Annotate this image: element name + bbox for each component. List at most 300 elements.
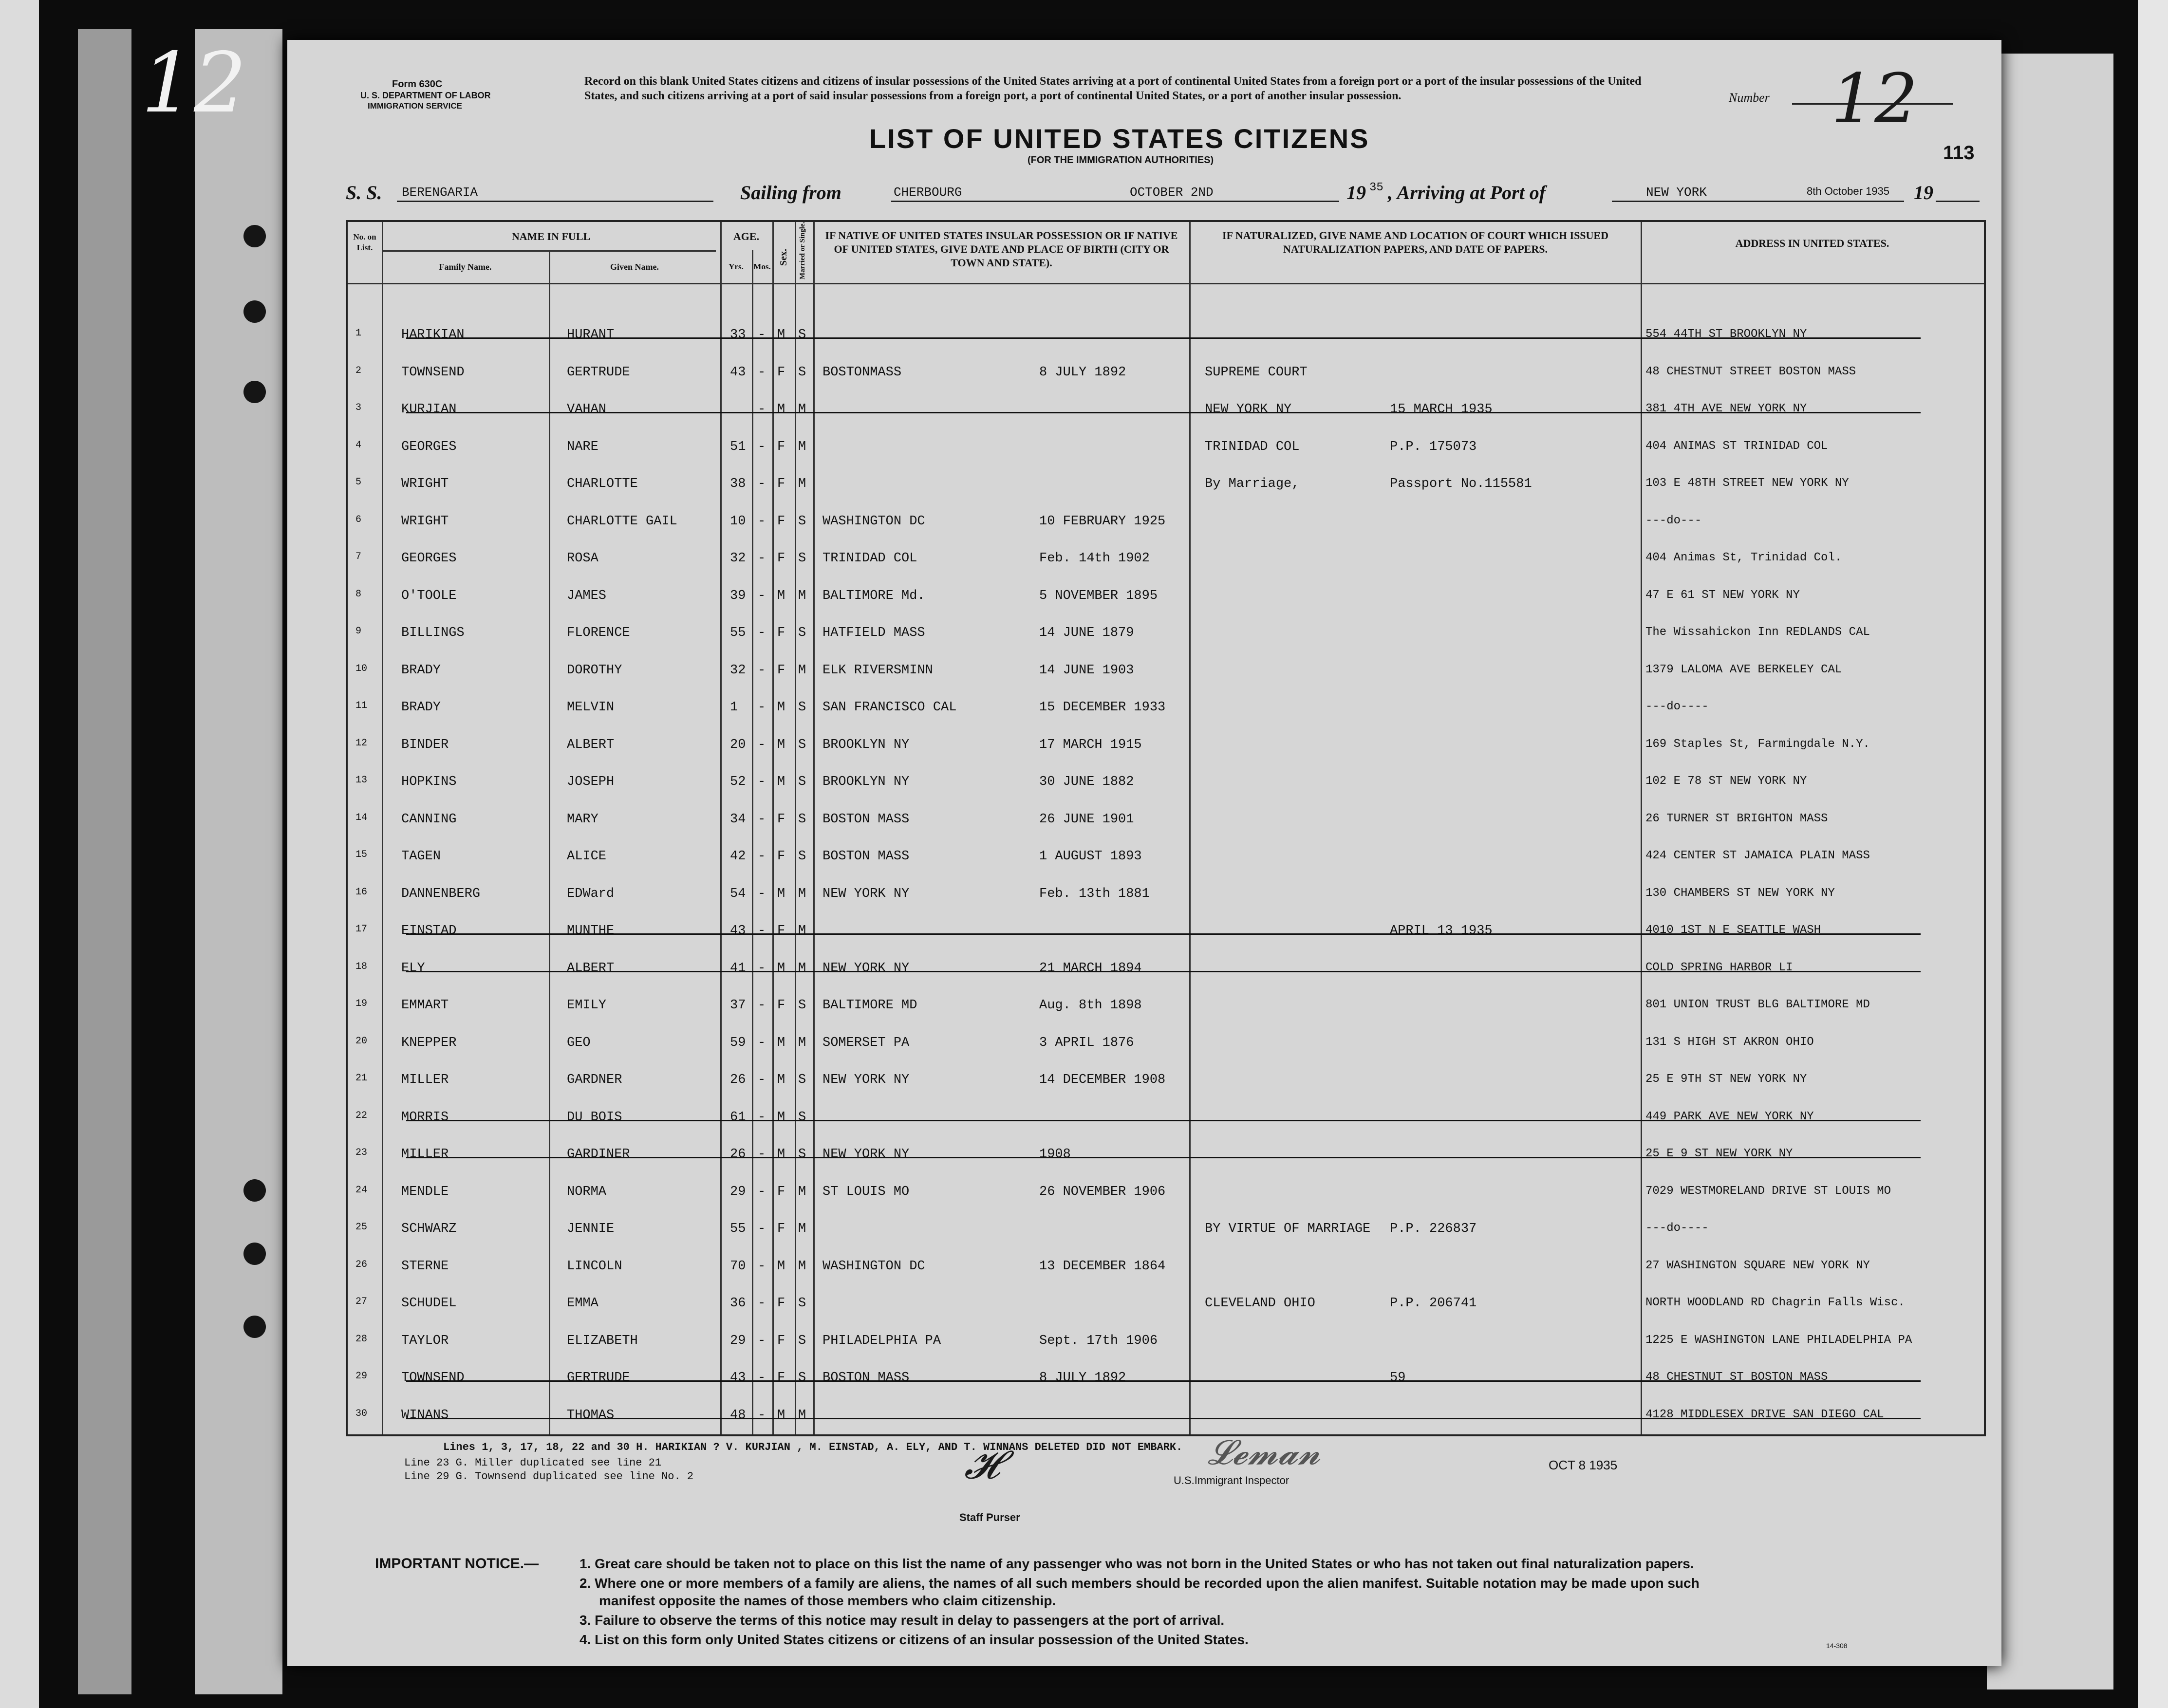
cell-birth-place: ELK RIVERSMINN xyxy=(822,663,933,678)
cell-birth-date: 13 DECEMBER 1864 xyxy=(1039,1259,1166,1274)
cell-sex: M xyxy=(777,700,785,715)
cell-age: 34 xyxy=(730,812,746,827)
binder-hole xyxy=(243,1179,266,1202)
instructions-text: Record on this blank United States citizens and citizens of insular possessions of the United States arriving at a port of continental United States from a foreign port or a port of the insular possessions of the United States, and such citizens arriving at a port of said insular possessions from a foreign port, a port of continental United States, or a port of another insular possession. xyxy=(584,75,1642,102)
cell-no: 8 xyxy=(355,588,362,600)
cell-given: NORMA xyxy=(567,1184,607,1199)
cell-birth-date: 15 DECEMBER 1933 xyxy=(1039,700,1166,715)
cell-address: 7029 WESTMORELAND DRIVE ST LOUIS MO xyxy=(1645,1184,1891,1198)
cell-given: MELVIN xyxy=(567,700,615,715)
cell-address: 27 WASHINGTON SQUARE NEW YORK NY xyxy=(1645,1259,1870,1272)
handwritten-corner-number: 12 xyxy=(141,35,247,131)
cell-address: NORTH WOODLAND RD Chagrin Falls Wisc. xyxy=(1645,1296,1905,1309)
number-value: 12 xyxy=(1831,59,1918,139)
col-given: Given Name. xyxy=(610,262,659,272)
table-row xyxy=(348,1397,1984,1435)
cell-ms: S xyxy=(798,812,806,827)
cell-mos: - xyxy=(758,998,766,1013)
cell-address: 25 E 9TH ST NEW YORK NY xyxy=(1645,1073,1807,1086)
cell-age: 55 xyxy=(730,626,746,640)
cell-address: 424 CENTER ST JAMAICA PLAIN MASS xyxy=(1645,849,1870,862)
notice-heading: IMPORTANT NOTICE.— xyxy=(375,1556,539,1572)
form-code: 14-308 xyxy=(1826,1642,1848,1650)
cell-given: MARY xyxy=(567,812,598,827)
cell-family: HOPKINS xyxy=(401,775,457,789)
cell-address: 1379 LALOMA AVE BERKELEY CAL xyxy=(1645,663,1842,676)
cell-birth-date: 8 JULY 1892 xyxy=(1039,1371,1126,1385)
year2-underline xyxy=(1936,201,1980,202)
notice-item-2: 2. Where one or more members of a family are aliens, the names of all such members should be recorded upon the alien manifest. Suitable notation may be made upon such xyxy=(579,1576,1700,1591)
table-row xyxy=(348,1360,1984,1397)
cell-age: 36 xyxy=(730,1296,746,1311)
cell-family: MILLER xyxy=(401,1073,449,1087)
duplicate-note-2: Line 29 G. Townsend duplicated see line No. 2 xyxy=(404,1470,694,1483)
cell-no: 9 xyxy=(355,626,362,637)
cell-no: 7 xyxy=(355,551,362,562)
cell-ms: M xyxy=(798,924,806,938)
cell-age: 59 xyxy=(730,1035,746,1050)
cell-ms: S xyxy=(798,775,806,789)
cell-mos: - xyxy=(758,1222,766,1236)
cell-family: TOWNSEND xyxy=(401,365,465,380)
left-page-edge xyxy=(0,0,39,1708)
cell-mos: - xyxy=(758,1073,766,1087)
inspector-signature: 𝓛𝓮𝓶𝓪𝓷 xyxy=(1208,1432,1321,1472)
table-row xyxy=(348,876,1984,913)
cell-no: 20 xyxy=(355,1035,368,1047)
cell-nat-date: 15 MARCH 1935 xyxy=(1390,402,1493,417)
notice-item-4: 4. List on this form only United States citizens or citizens of an insular possession of the United States. xyxy=(579,1632,1249,1647)
page-title: LIST OF UNITED STATES CITIZENS xyxy=(869,123,1370,154)
port-from: CHERBOURG xyxy=(894,185,962,200)
binder-hole xyxy=(243,1316,266,1338)
cell-address: 48 CHESTNUT STREET BOSTON MASS xyxy=(1645,365,1856,378)
cell-mos: - xyxy=(758,775,766,789)
cell-birth-date: Aug. 8th 1898 xyxy=(1039,998,1142,1013)
cell-ms: S xyxy=(798,849,806,864)
cell-family: BILLINGS xyxy=(401,626,465,640)
port-to: NEW YORK xyxy=(1646,185,1707,200)
cell-sex: M xyxy=(777,1110,785,1125)
cell-sex: F xyxy=(777,1333,785,1348)
table-row xyxy=(348,1211,1984,1248)
cell-no: 28 xyxy=(355,1333,368,1345)
cell-age: 39 xyxy=(730,588,746,603)
cell-birth-place: PHILADELPHIA PA xyxy=(822,1333,941,1348)
cell-age: 41 xyxy=(730,961,746,976)
cell-mos: - xyxy=(758,626,766,640)
cell-family: STERNE xyxy=(401,1259,449,1274)
cell-given: THOMAS xyxy=(567,1408,615,1423)
cell-family: EMMART xyxy=(401,998,449,1013)
header-subdivider xyxy=(382,250,716,252)
cell-address: The Wissahickon Inn REDLANDS CAL xyxy=(1645,626,1870,639)
cell-birth-place: NEW YORK NY xyxy=(822,1073,910,1087)
year2-prefix: 19 xyxy=(1914,182,1933,204)
cell-family: WRIGHT xyxy=(401,477,449,491)
cell-ms: S xyxy=(798,1371,806,1385)
col-no: No. on List. xyxy=(353,232,376,252)
col-mos: Mos. xyxy=(753,262,771,271)
cell-age: 32 xyxy=(730,663,746,678)
cell-family: SCHWARZ xyxy=(401,1222,457,1236)
cell-age: 29 xyxy=(730,1333,746,1348)
cell-family: CANNING xyxy=(401,812,457,827)
cell-ms: M xyxy=(798,588,806,603)
page-subtitle: (FOR THE IMMIGRATION AUTHORITIES) xyxy=(1028,155,1214,166)
cell-address: 169 Staples St, Farmingdale N.Y. xyxy=(1645,737,1870,751)
cell-birth-place: BOSTON MASS xyxy=(822,812,910,827)
cell-family: DANNENBERG xyxy=(401,886,481,901)
cell-mos: - xyxy=(758,328,766,342)
cell-nat-date: P.P. 175073 xyxy=(1390,439,1477,454)
table-row xyxy=(348,391,1984,429)
cell-sex: M xyxy=(777,775,785,789)
manifest-table xyxy=(346,220,1986,1436)
sailing-from-label: Sailing from xyxy=(740,182,841,204)
cell-given: GERTRUDE xyxy=(567,365,630,380)
cell-ms: M xyxy=(798,663,806,678)
sailing-date: OCTOBER 2ND xyxy=(1130,185,1214,200)
cell-ms: M xyxy=(798,886,806,901)
cell-sex: F xyxy=(777,1371,785,1385)
cell-family: TAYLOR xyxy=(401,1333,449,1348)
cell-address: 48 CHESTNUT ST BOSTON MASS xyxy=(1645,1371,1828,1384)
col-name-group: NAME IN FULL xyxy=(511,230,591,242)
cell-sex: M xyxy=(777,1073,785,1087)
cell-address: 25 E 9 ST NEW YORK NY xyxy=(1645,1147,1793,1160)
table-row xyxy=(348,429,1984,466)
cell-mos: - xyxy=(758,402,766,417)
cell-birth-place: BOSTONMASS xyxy=(822,365,902,380)
cell-age: 42 xyxy=(730,849,746,864)
cell-nat-date: Passport No.115581 xyxy=(1390,477,1532,491)
cell-family: MILLER xyxy=(401,1147,449,1162)
cell-birth-place: BOSTON MASS xyxy=(822,849,910,864)
cell-mos: - xyxy=(758,439,766,454)
table-row xyxy=(348,1025,1984,1062)
cell-address: ---do---- xyxy=(1645,1222,1709,1235)
cell-no: 19 xyxy=(355,998,368,1009)
cell-birth-date: Sept. 17th 1906 xyxy=(1039,1333,1158,1348)
cell-mos: - xyxy=(758,1184,766,1199)
table-row xyxy=(348,801,1984,839)
cell-birth-date: 1908 xyxy=(1039,1147,1071,1162)
cell-given: JAMES xyxy=(567,588,607,603)
cell-no: 2 xyxy=(355,365,362,376)
col-address: ADDRESS IN UNITED STATES. xyxy=(1735,237,1889,249)
cell-mos: - xyxy=(758,551,766,566)
year-prefix: 19 xyxy=(1346,182,1366,204)
cell-birth-date: 3 APRIL 1876 xyxy=(1039,1035,1134,1050)
cell-family: TAGEN xyxy=(401,849,441,864)
cell-sex: F xyxy=(777,849,785,864)
table-row xyxy=(348,838,1984,876)
cell-age: 1 xyxy=(730,700,738,715)
cell-mos: - xyxy=(758,812,766,827)
arriving-label: , Arriving at Port of xyxy=(1388,182,1546,204)
cell-nat: By Marriage, xyxy=(1205,477,1300,491)
right-page-edge xyxy=(1987,54,2113,1689)
cell-ms: S xyxy=(798,1296,806,1311)
number-label: Number xyxy=(1729,91,1770,105)
cell-mos: - xyxy=(758,1408,766,1423)
cell-mos: - xyxy=(758,1371,766,1385)
cell-no: 14 xyxy=(355,812,368,823)
cell-address: 130 CHAMBERS ST NEW YORK NY xyxy=(1645,886,1835,900)
cell-no: 29 xyxy=(355,1371,368,1382)
cell-given: NARE xyxy=(567,439,598,454)
cell-family: GEORGES xyxy=(401,551,457,566)
cell-family: BINDER xyxy=(401,737,449,752)
cell-birth-place: SOMERSET PA xyxy=(822,1035,910,1050)
cell-mos: - xyxy=(758,663,766,678)
cell-birth-date: 1 AUGUST 1893 xyxy=(1039,849,1142,864)
cell-given: HURANT xyxy=(567,328,615,342)
department: U. S. DEPARTMENT OF LABOR xyxy=(360,91,491,100)
cell-birth-place: WASHINGTON DC xyxy=(822,1259,925,1274)
table-row xyxy=(348,466,1984,503)
cell-birth-place: ST LOUIS MO xyxy=(822,1184,910,1199)
cell-sex: F xyxy=(777,1184,785,1199)
col-sex: Sex. xyxy=(778,249,789,266)
cell-birth-place: SAN FRANCISCO CAL xyxy=(822,700,957,715)
cell-given: ALICE xyxy=(567,849,607,864)
cell-given: FLORENCE xyxy=(567,626,630,640)
cell-mos: - xyxy=(758,1035,766,1050)
table-row xyxy=(348,727,1984,764)
cell-ms: M xyxy=(798,1408,806,1423)
cell-mos: - xyxy=(758,588,766,603)
cell-ms: S xyxy=(798,998,806,1013)
cell-no: 25 xyxy=(355,1222,368,1233)
ss-label: S. S. xyxy=(346,182,382,204)
cell-sex: M xyxy=(777,1259,785,1274)
cell-address: 103 E 48TH STREET NEW YORK NY xyxy=(1645,477,1849,490)
cell-no: 11 xyxy=(355,700,368,711)
cell-given: EMILY xyxy=(567,998,607,1013)
cell-age: 26 xyxy=(730,1073,746,1087)
binder-hole xyxy=(243,381,266,403)
header-divider xyxy=(348,283,1984,284)
duplicate-note-1: Line 23 G. Miller duplicated see line 21 xyxy=(404,1457,662,1469)
cell-address: 1225 E WASHINGTON LANE PHILADELPHIA PA xyxy=(1645,1333,1912,1347)
cell-address: COLD SPRING HARBOR LI xyxy=(1645,961,1793,974)
purser-label: Staff Purser xyxy=(959,1511,1020,1523)
cell-no: 24 xyxy=(355,1184,368,1196)
table-row xyxy=(348,950,1984,988)
cell-age: 43 xyxy=(730,365,746,380)
cell-age: 37 xyxy=(730,998,746,1013)
cell-ms: M xyxy=(798,1035,806,1050)
cell-family: EINSTAD xyxy=(401,924,457,938)
cell-address: 801 UNION TRUST BLG BALTIMORE MD xyxy=(1645,998,1870,1011)
cell-no: 27 xyxy=(355,1296,368,1307)
cell-no: 12 xyxy=(355,737,368,749)
cell-no: 3 xyxy=(355,402,362,413)
cell-ms: S xyxy=(798,737,806,752)
cell-nat: BY VIRTUE OF MARRIAGE xyxy=(1205,1222,1371,1236)
table-row xyxy=(348,354,1984,392)
page-number: 113 xyxy=(1943,142,1975,164)
arrival-date: 8th October 1935 xyxy=(1807,185,1890,197)
cell-ms: M xyxy=(798,477,806,491)
cell-birth-place: NEW YORK NY xyxy=(822,1147,910,1162)
cell-sex: F xyxy=(777,439,785,454)
table-row xyxy=(348,1248,1984,1286)
table-row xyxy=(348,540,1984,578)
cell-nat: NEW YORK NY xyxy=(1205,402,1292,417)
cell-given: ALBERT xyxy=(567,961,615,976)
cell-birth-date: 26 NOVEMBER 1906 xyxy=(1039,1184,1166,1199)
cell-given: CHARLOTTE xyxy=(567,477,638,491)
cell-birth-date: 30 JUNE 1882 xyxy=(1039,775,1134,789)
binder-hole xyxy=(243,1243,266,1265)
cell-age: 51 xyxy=(730,439,746,454)
cell-birth-date: 21 MARCH 1894 xyxy=(1039,961,1142,976)
table-row xyxy=(348,689,1984,727)
binder-hole xyxy=(243,300,266,323)
cell-birth-date: 5 NOVEMBER 1895 xyxy=(1039,588,1158,603)
cell-ms: S xyxy=(798,328,806,342)
cell-no: 30 xyxy=(355,1408,368,1419)
cell-age: 20 xyxy=(730,737,746,752)
cell-age: 38 xyxy=(730,477,746,491)
stamp-date: OCT 8 1935 xyxy=(1549,1458,1618,1472)
cell-family: KURJIAN xyxy=(401,402,457,417)
table-row xyxy=(348,764,1984,801)
cell-birth-place: HATFIELD MASS xyxy=(822,626,925,640)
cell-birth-place: TRINIDAD COL xyxy=(822,551,917,566)
cell-ms: S xyxy=(798,1110,806,1125)
inspector-label: U.S.Immigrant Inspector xyxy=(1174,1474,1290,1486)
cell-nat-date: APRIL 13 1935 xyxy=(1390,924,1493,938)
cell-age: 43 xyxy=(730,924,746,938)
manifest-page xyxy=(141,35,2001,1666)
cell-family: HARIKIAN xyxy=(401,328,465,342)
cell-ms: S xyxy=(798,700,806,715)
cell-ms: S xyxy=(798,626,806,640)
table-row xyxy=(348,913,1984,950)
cell-age: 70 xyxy=(730,1259,746,1274)
cell-ms: M xyxy=(798,1222,806,1236)
cell-sex: F xyxy=(777,924,785,938)
cell-no: 26 xyxy=(355,1259,368,1270)
cell-family: MORRIS xyxy=(401,1110,449,1125)
cell-mos: - xyxy=(758,477,766,491)
cell-sex: M xyxy=(777,1408,785,1423)
cell-no: 15 xyxy=(355,849,368,860)
cell-sex: M xyxy=(777,328,785,342)
cell-nat: CLEVELAND OHIO xyxy=(1205,1296,1315,1311)
cell-mos: - xyxy=(758,514,766,529)
cell-sex: M xyxy=(777,588,785,603)
cell-address: 381 4TH AVE NEW YORK NY xyxy=(1645,402,1807,415)
service: IMMIGRATION SERVICE xyxy=(368,101,462,111)
cell-mos: - xyxy=(758,1296,766,1311)
cell-sex: F xyxy=(777,477,785,491)
cell-nat-date: 59 xyxy=(1390,1371,1406,1385)
cell-sex: F xyxy=(777,514,785,529)
cell-given: GARDINER xyxy=(567,1147,630,1162)
cell-birth-date: Feb. 14th 1902 xyxy=(1039,551,1150,566)
cell-address: 404 Animas St, Trinidad Col. xyxy=(1645,551,1842,564)
cell-birth-date: 14 JUNE 1879 xyxy=(1039,626,1134,640)
cell-ms: S xyxy=(798,514,806,529)
table-row xyxy=(348,615,1984,652)
cell-age: 43 xyxy=(730,1371,746,1385)
cell-ms: M xyxy=(798,439,806,454)
cell-birth-place: BOSTON MASS xyxy=(822,1371,910,1385)
cell-given: DU BOIS xyxy=(567,1110,622,1125)
cell-family: ELY xyxy=(401,961,425,976)
cell-birth-place: BROOKLYN NY xyxy=(822,775,910,789)
cell-birth-place: BALTIMORE Md. xyxy=(822,588,925,603)
table-row xyxy=(348,652,1984,690)
cell-no: 5 xyxy=(355,477,362,488)
cell-ms: S xyxy=(798,551,806,566)
cell-birth-date: 14 JUNE 1903 xyxy=(1039,663,1134,678)
col-married: Married or Single. xyxy=(799,222,806,279)
cell-sex: M xyxy=(777,1147,785,1162)
deletion-note: Lines 1, 3, 17, 18, 22 and 30 H. HARIKIAN ? V. KURJIAN , M. EINSTAD, A. ELY, AND T. WINNANS DELETED DID NOT EMBARK. xyxy=(443,1441,1183,1453)
cell-ms: S xyxy=(798,365,806,380)
cell-given: VAHAN xyxy=(567,402,607,417)
cell-address: 47 E 61 ST NEW YORK NY xyxy=(1645,588,1800,602)
port-to-underline xyxy=(1612,201,1904,202)
col-birth: IF NATIVE OF UNITED STATES INSULAR POSSESSION OR IF NATIVE OF UNITED STATES, GIVE DATE AND PLACE OF BIRTH (CITY OR TOWN AND STATE). xyxy=(825,229,1178,269)
cell-mos: - xyxy=(758,1333,766,1348)
cell-sex: M xyxy=(777,402,785,417)
table-row xyxy=(348,1174,1984,1211)
ship-name: BERENGARIA xyxy=(402,185,478,200)
cell-birth-place: NEW YORK NY xyxy=(822,961,910,976)
right-page-edge-2 xyxy=(2138,0,2168,1708)
cell-given: LINCOLN xyxy=(567,1259,622,1274)
cell-family: KNEPPER xyxy=(401,1035,457,1050)
table-row xyxy=(348,1062,1984,1099)
cell-mos: - xyxy=(758,1147,766,1162)
cell-nat: SUPREME COURT xyxy=(1205,365,1308,380)
cell-no: 13 xyxy=(355,775,368,786)
cell-no: 4 xyxy=(355,439,362,451)
cell-given: ROSA xyxy=(567,551,598,566)
cell-sex: F xyxy=(777,998,785,1013)
table-row xyxy=(348,503,1984,541)
cell-age: 29 xyxy=(730,1184,746,1199)
cell-birth-place: WASHINGTON DC xyxy=(822,514,925,529)
cell-no: 1 xyxy=(355,328,362,339)
cell-family: BRADY xyxy=(401,700,441,715)
cell-sex: F xyxy=(777,626,785,640)
cell-address: 102 E 78 ST NEW YORK NY xyxy=(1645,775,1807,788)
notice-item-3: 3. Failure to observe the terms of this notice may result in delay to passengers at the port of arrival. xyxy=(579,1613,1225,1628)
cell-ms: S xyxy=(798,1147,806,1162)
cell-nat-date: P.P. 206741 xyxy=(1390,1296,1477,1311)
table-row xyxy=(348,1099,1984,1137)
cell-given: CHARLOTTE GAIL xyxy=(567,514,677,529)
cell-address: 26 TURNER ST BRIGHTON MASS xyxy=(1645,812,1828,825)
cell-given: MUNTHE xyxy=(567,924,615,938)
port-from-underline xyxy=(891,201,1339,202)
purser-signature: 𝓗 xyxy=(964,1442,1000,1487)
cell-given: EDWard xyxy=(567,886,615,901)
cell-ms: S xyxy=(798,1333,806,1348)
cell-no: 6 xyxy=(355,514,362,525)
cell-birth-place: BALTIMORE MD xyxy=(822,998,917,1013)
cell-birth-date: 10 FEBRUARY 1925 xyxy=(1039,514,1166,529)
cell-mos: - xyxy=(758,961,766,976)
